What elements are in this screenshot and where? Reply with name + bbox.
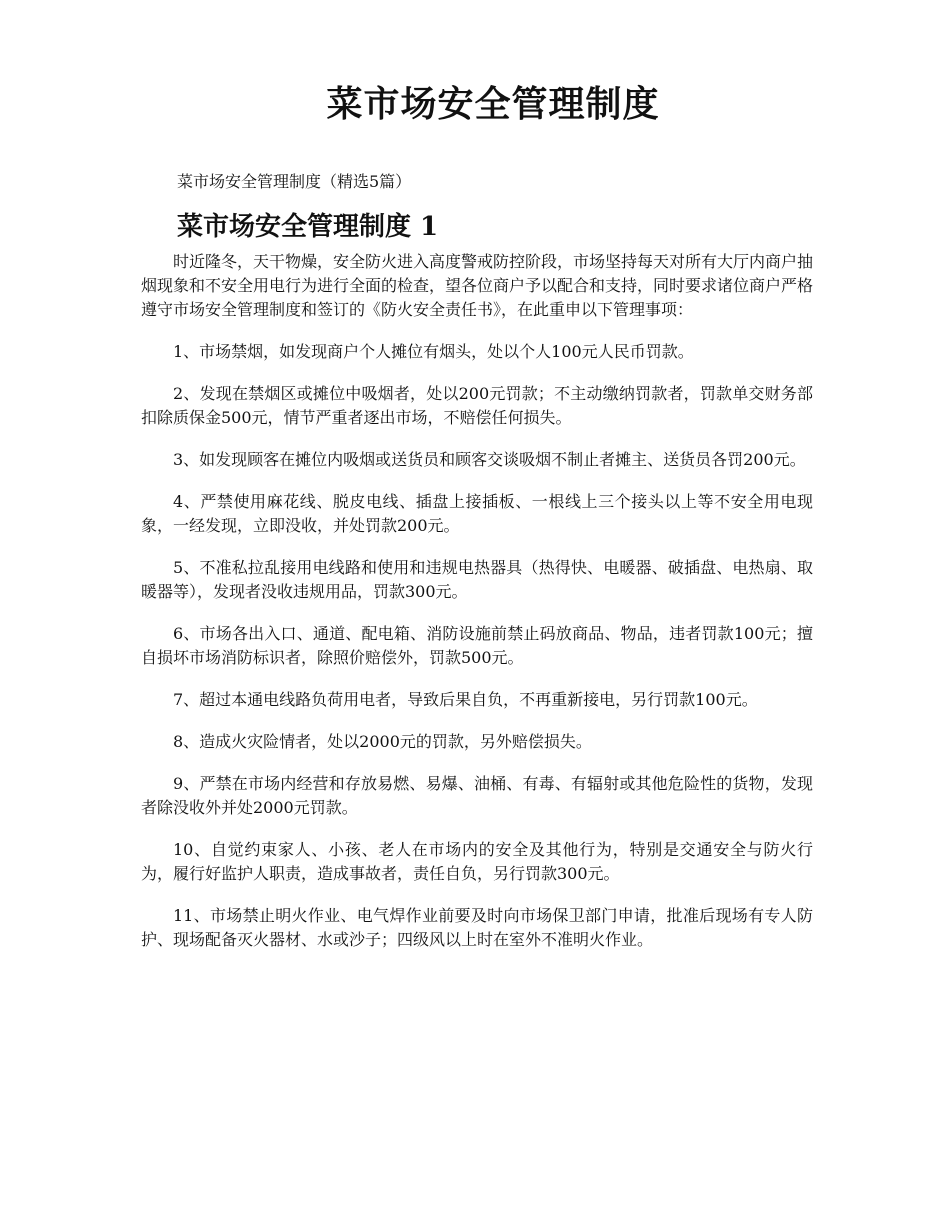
document-subtitle: 菜市场安全管理制度（精选5篇）	[177, 172, 412, 191]
intro-paragraph: 时近隆冬，天干物燥，安全防火进入高度警戒防控阶段，市场坚持每天对所有大厅内商户抽烟现象和不安全用电行为进行全面的检查，望各位商户予以配合和支持，同时要求诸位商户严格遵守市场安全管理制度和签订的《防火安全责任书》，在此重申以下管理事项：	[141, 252, 814, 319]
rule-item-4: 4、严禁使用麻花线、脱皮电线、插盘上接插板、一根线上三个接头以上等不安全用电现象，一经发现，立即没收，并处罚款200元。	[141, 492, 813, 535]
document-body	[141, 250, 813, 970]
rule-item-6: 6、市场各出入口、通道、配电箱、消防设施前禁止码放商品、物品，违者罚款100元；擅自损坏市场消防标识者，除照价赔偿外，罚款500元。	[141, 624, 813, 667]
rule-item-9: 9、严禁在市场内经营和存放易燃、易爆、油桶、有毒、有辐射或其他危险性的货物，发现者除没收外并处2000元罚款。	[141, 774, 813, 817]
rule-item-7: 7、超过本通电线路负荷用电者，导致后果自负，不再重新接电，另行罚款100元。	[173, 690, 758, 709]
rule-item-5: 5、不准私拉乱接用电线路和使用和违规电热器具（热得快、电暖器、破插盘、电热扇、取暖器等），发现者没收违规用品，罚款300元。	[141, 558, 813, 601]
rule-item-2: 2、发现在禁烟区或摊位中吸烟者，处以200元罚款；不主动缴纳罚款者，罚款单交财务部扣除质保金500元，情节严重者逐出市场，不赔偿任何损失。	[141, 384, 813, 427]
rule-item-10: 10、自觉约束家人、小孩、老人在市场内的安全及其他行为，特别是交通安全与防火行为，履行好监护人职责，造成事故者，责任自负，另行罚款300元。	[141, 840, 813, 883]
rule-item-8: 8、造成火灾险情者，处以2000元的罚款，另外赔偿损失。	[173, 732, 592, 751]
document-title: 菜市场安全管理制度	[326, 83, 660, 125]
section-heading: 菜市场安全管理制度 1	[177, 212, 439, 242]
rule-item-1: 1、市场禁烟，如发现商户个人摊位有烟头，处以个人100元人民币罚款。	[173, 342, 694, 361]
rule-item-3: 3、如发现顾客在摊位内吸烟或送货员和顾客交谈吸烟不制止者摊主、送货员各罚200元。	[173, 450, 806, 469]
rule-item-11: 11、市场禁止明火作业、电气焊作业前要及时向市场保卫部门申请，批准后现场有专人防护、现场配备灭火器材、水或沙子；四级风以上时在室外不准明火作业。	[141, 906, 813, 949]
